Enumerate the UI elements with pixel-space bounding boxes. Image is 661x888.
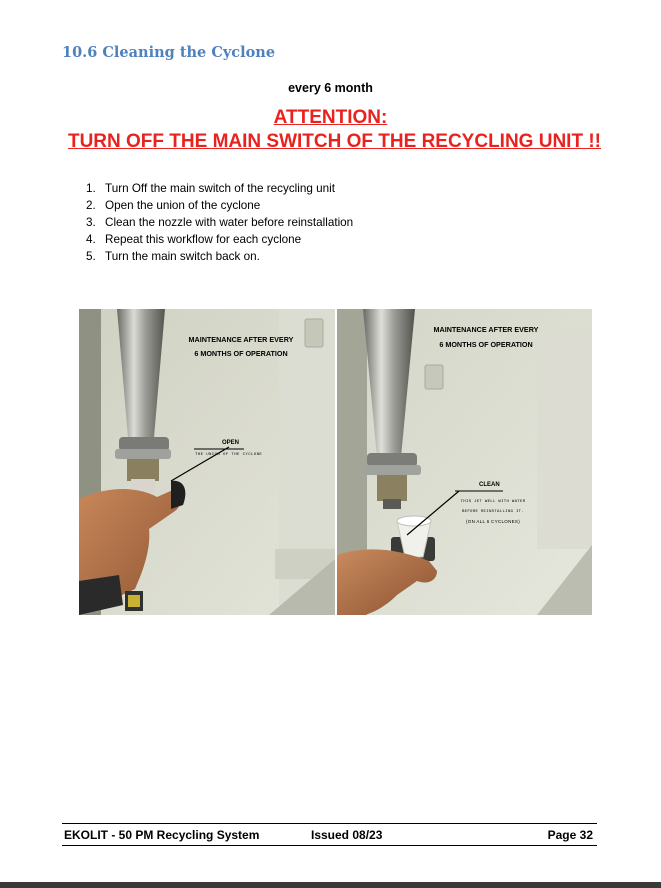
step-item: 3. Clean the nozzle with water before reinstallation bbox=[86, 216, 354, 229]
photo-caption: 6 MONTHS OF OPERATION bbox=[194, 349, 288, 358]
open-label: OPEN bbox=[222, 440, 240, 446]
attention-heading: ATTENTION: bbox=[273, 107, 388, 128]
footer-rule-top bbox=[62, 823, 597, 824]
footer-issue-date: Issued 08/23 bbox=[311, 828, 383, 842]
maintenance-frequency: every 6 month bbox=[288, 81, 373, 95]
photo-clean-nozzle bbox=[337, 309, 592, 615]
section-title: 10.6 Cleaning the Cyclone bbox=[62, 44, 276, 61]
attention-warning: TURN OFF THE MAIN SWITCH OF THE RECYCLING UNIT !! bbox=[67, 131, 601, 152]
viewer-bottom-bar bbox=[0, 882, 661, 888]
footer-page-number: Page 32 bbox=[547, 828, 593, 842]
footer-document-title: EKOLIT - 50 PM Recycling System bbox=[64, 828, 260, 842]
step-item: 4. Repeat this workflow for each cyclone bbox=[86, 233, 302, 246]
clean-sublabel: (ON ALL 6 CYCLONES) bbox=[465, 519, 521, 524]
step-item: 1. Turn Off the main switch of the recycling unit bbox=[86, 182, 335, 195]
clean-label: CLEAN bbox=[479, 482, 500, 488]
photo-clean-nozzle-drawing bbox=[337, 309, 592, 615]
photo-open-union bbox=[79, 309, 335, 615]
step-item: 2. Open the union of the cyclone bbox=[86, 199, 261, 212]
photo-caption: MAINTENANCE AFTER EVERY bbox=[188, 335, 294, 344]
steps-list bbox=[86, 180, 353, 265]
open-sublabel: THE UNION OF THE CYCLONE bbox=[195, 453, 263, 457]
photo-caption: 6 MONTHS OF OPERATION bbox=[439, 340, 533, 349]
footer-rule-bottom bbox=[62, 845, 597, 846]
clean-sublabel: BEFORE REINSTALLING IT. bbox=[461, 510, 525, 514]
photo-caption: MAINTENANCE AFTER EVERY bbox=[433, 325, 539, 334]
step-item: 5. Turn the main switch back on. bbox=[86, 250, 260, 263]
clean-sublabel: THIS JET WELL WITH WATER bbox=[460, 500, 526, 504]
